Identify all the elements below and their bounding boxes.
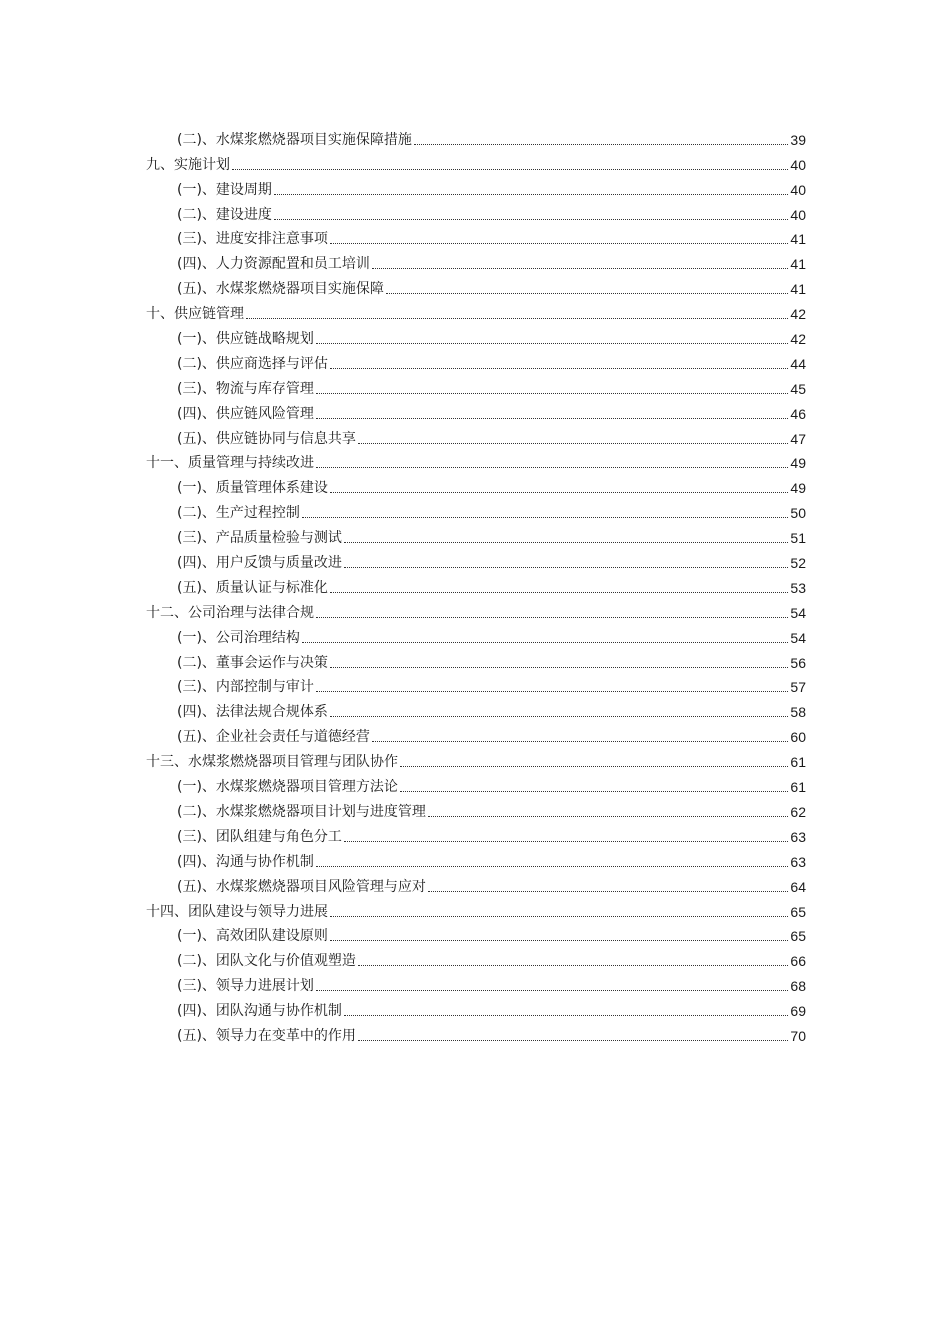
toc-section-entry[interactable] [146, 174, 806, 199]
toc-section-entry[interactable] [146, 348, 806, 373]
toc-section-entry[interactable] [146, 199, 806, 224]
toc-section-entry[interactable] [146, 921, 806, 946]
toc-section-entry[interactable] [146, 472, 806, 497]
toc-page-number: 47 [790, 430, 806, 447]
toc-section-entry[interactable] [146, 945, 806, 970]
toc-entry-title: (五)、企业社会责任与道德经营 [177, 729, 370, 746]
toc-section-entry[interactable] [146, 224, 806, 249]
toc-dot-leader [316, 467, 788, 468]
toc-dot-leader [344, 567, 788, 568]
toc-dot-leader [344, 1015, 788, 1016]
toc-dot-leader [316, 990, 788, 991]
toc-page-number: 49 [790, 455, 806, 472]
toc-page-number: 41 [790, 256, 806, 273]
toc-chapter-entry[interactable] [146, 746, 806, 771]
toc-page-number: 58 [790, 704, 806, 721]
toc-dot-leader [330, 243, 788, 244]
toc-page-number: 42 [790, 306, 806, 323]
toc-entry-title: (四)、用户反馈与质量改进 [177, 555, 342, 572]
toc-chapter-entry[interactable] [146, 298, 806, 323]
toc-section-entry[interactable] [146, 871, 806, 896]
toc-entry-title: (四)、人力资源配置和员工培训 [177, 256, 370, 273]
toc-page-number: 61 [790, 754, 806, 771]
toc-page-number: 60 [790, 729, 806, 746]
toc-entry-title: 十四、团队建设与领导力进展 [146, 903, 328, 920]
toc-page-number: 41 [790, 281, 806, 298]
toc-dot-leader [344, 841, 788, 842]
toc-dot-leader [428, 816, 788, 817]
toc-page-number: 57 [790, 679, 806, 696]
toc-dot-leader [316, 617, 788, 618]
toc-section-entry[interactable] [146, 846, 806, 871]
toc-entry-title: (二)、水煤浆燃烧器项目实施保障措施 [177, 131, 412, 148]
toc-dot-leader [330, 368, 788, 369]
toc-section-entry[interactable] [146, 423, 806, 448]
toc-dot-leader [344, 542, 788, 543]
toc-section-entry[interactable] [146, 995, 806, 1020]
toc-dot-leader [302, 517, 788, 518]
toc-page-number: 62 [790, 803, 806, 820]
toc-section-entry[interactable] [146, 672, 806, 697]
toc-entry-title: 十、供应链管理 [146, 306, 244, 323]
toc-entry-title: (五)、水煤浆燃烧器项目实施保障 [177, 281, 384, 298]
toc-section-entry[interactable] [146, 622, 806, 647]
toc-entry-title: (四)、法律法规合规体系 [177, 704, 328, 721]
toc-entry-title: (五)、供应链协同与信息共享 [177, 430, 356, 447]
toc-dot-leader [316, 691, 788, 692]
toc-page-number: 69 [790, 1003, 806, 1020]
toc-dot-leader [274, 219, 788, 220]
toc-entry-title: (一)、公司治理结构 [177, 629, 300, 646]
toc-entry-title: (三)、团队组建与角色分工 [177, 828, 342, 845]
toc-entry-title: (二)、供应商选择与评估 [177, 355, 328, 372]
toc-section-entry[interactable] [146, 398, 806, 423]
toc-page-number: 39 [790, 131, 806, 148]
toc-chapter-entry[interactable] [146, 149, 806, 174]
toc-section-entry[interactable] [146, 1020, 806, 1045]
toc-dot-leader [330, 940, 788, 941]
toc-section-entry[interactable] [146, 373, 806, 398]
toc-entry-title: (三)、领导力进展计划 [177, 978, 314, 995]
toc-entry-title: (二)、生产过程控制 [177, 505, 300, 522]
toc-dot-leader [330, 716, 788, 717]
toc-page-number: 61 [790, 779, 806, 796]
toc-entry-title: (一)、水煤浆燃烧器项目管理方法论 [177, 779, 398, 796]
toc-dot-leader [372, 741, 788, 742]
toc-dot-leader [330, 916, 788, 917]
toc-page-number: 64 [790, 878, 806, 895]
toc-section-entry[interactable] [146, 647, 806, 672]
toc-entry-title: (五)、质量认证与标准化 [177, 579, 328, 596]
toc-section-entry[interactable] [146, 273, 806, 298]
toc-entry-title: (五)、水煤浆燃烧器项目风险管理与应对 [177, 878, 426, 895]
toc-page-number: 40 [790, 206, 806, 223]
toc-entry-title: (四)、沟通与协作机制 [177, 853, 314, 870]
toc-page-number: 51 [790, 530, 806, 547]
toc-entry-title: (四)、供应链风险管理 [177, 405, 314, 422]
toc-page-number: 66 [790, 953, 806, 970]
toc-page-number: 52 [790, 555, 806, 572]
toc-dot-leader [400, 791, 788, 792]
toc-entry-title: (一)、建设周期 [177, 181, 272, 198]
toc-section-entry[interactable] [146, 821, 806, 846]
toc-dot-leader [414, 144, 788, 145]
toc-page-number: 65 [790, 903, 806, 920]
toc-chapter-entry[interactable] [146, 448, 806, 473]
toc-dot-leader [330, 592, 788, 593]
toc-dot-leader [316, 393, 788, 394]
toc-dot-leader [330, 492, 788, 493]
toc-dot-leader [330, 667, 788, 668]
toc-dot-leader [372, 268, 788, 269]
toc-entry-title: (一)、供应链战略规划 [177, 331, 314, 348]
toc-section-entry[interactable] [146, 522, 806, 547]
toc-page-number: 56 [790, 654, 806, 671]
toc-page-number: 63 [790, 853, 806, 870]
toc-page-number: 41 [790, 231, 806, 248]
toc-section-entry[interactable] [146, 323, 806, 348]
toc-page-number: 42 [790, 331, 806, 348]
toc-page-number: 44 [790, 355, 806, 372]
toc-page-number: 40 [790, 181, 806, 198]
toc-section-entry[interactable] [146, 124, 806, 149]
toc-entry-title: (四)、团队沟通与协作机制 [177, 1003, 342, 1020]
toc-entry-title: (一)、质量管理体系建设 [177, 480, 328, 497]
toc-page-number: 54 [790, 629, 806, 646]
toc-page-number: 68 [790, 978, 806, 995]
toc-entry-title: 十二、公司治理与法律合规 [146, 604, 314, 621]
toc-entry-title: (二)、团队文化与价值观塑造 [177, 953, 356, 970]
toc-dot-leader [400, 766, 788, 767]
toc-entry-title: 十一、质量管理与持续改进 [146, 455, 314, 472]
toc-entry-title: (三)、内部控制与审计 [177, 679, 314, 696]
toc-page-number: 49 [790, 480, 806, 497]
toc-entry-title: (二)、董事会运作与决策 [177, 654, 328, 671]
toc-section-entry[interactable] [146, 248, 806, 273]
toc-page-number: 45 [790, 380, 806, 397]
toc-section-entry[interactable] [146, 497, 806, 522]
toc-entry-title: (五)、领导力在变革中的作用 [177, 1027, 356, 1044]
toc-dot-leader [302, 642, 788, 643]
toc-section-entry[interactable] [146, 572, 806, 597]
toc-entry-title: (二)、水煤浆燃烧器项目计划与进度管理 [177, 803, 426, 820]
toc-dot-leader [246, 318, 788, 319]
toc-dot-leader [358, 965, 788, 966]
toc-entry-title: (三)、进度安排注意事项 [177, 231, 328, 248]
toc-page-number: 50 [790, 505, 806, 522]
toc-section-entry[interactable] [146, 696, 806, 721]
toc-page-number: 46 [790, 405, 806, 422]
toc-entry-title: (三)、物流与库存管理 [177, 380, 314, 397]
toc-chapter-entry[interactable] [146, 597, 806, 622]
table-of-contents [146, 124, 806, 1045]
toc-dot-leader [316, 866, 788, 867]
toc-dot-leader [386, 293, 788, 294]
toc-dot-leader [428, 891, 788, 892]
toc-page-number: 70 [790, 1027, 806, 1044]
toc-dot-leader [316, 343, 788, 344]
toc-section-entry[interactable] [146, 796, 806, 821]
toc-page-number: 53 [790, 579, 806, 596]
toc-page-number: 54 [790, 604, 806, 621]
toc-entry-title: (一)、高效团队建设原则 [177, 928, 328, 945]
toc-dot-leader [316, 418, 788, 419]
toc-entry-title: 九、实施计划 [146, 156, 230, 173]
toc-dot-leader [358, 1040, 788, 1041]
toc-entry-title: (三)、产品质量检验与测试 [177, 530, 342, 547]
toc-dot-leader [358, 443, 788, 444]
toc-dot-leader [274, 194, 788, 195]
toc-section-entry[interactable] [146, 970, 806, 995]
toc-entry-title: (二)、建设进度 [177, 206, 272, 223]
toc-page-number: 40 [790, 156, 806, 173]
toc-entry-title: 十三、水煤浆燃烧器项目管理与团队协作 [146, 754, 398, 771]
toc-page-number: 63 [790, 828, 806, 845]
toc-section-entry[interactable] [146, 771, 806, 796]
toc-section-entry[interactable] [146, 721, 806, 746]
toc-section-entry[interactable] [146, 547, 806, 572]
toc-chapter-entry[interactable] [146, 896, 806, 921]
toc-page-number: 65 [790, 928, 806, 945]
toc-dot-leader [232, 169, 788, 170]
